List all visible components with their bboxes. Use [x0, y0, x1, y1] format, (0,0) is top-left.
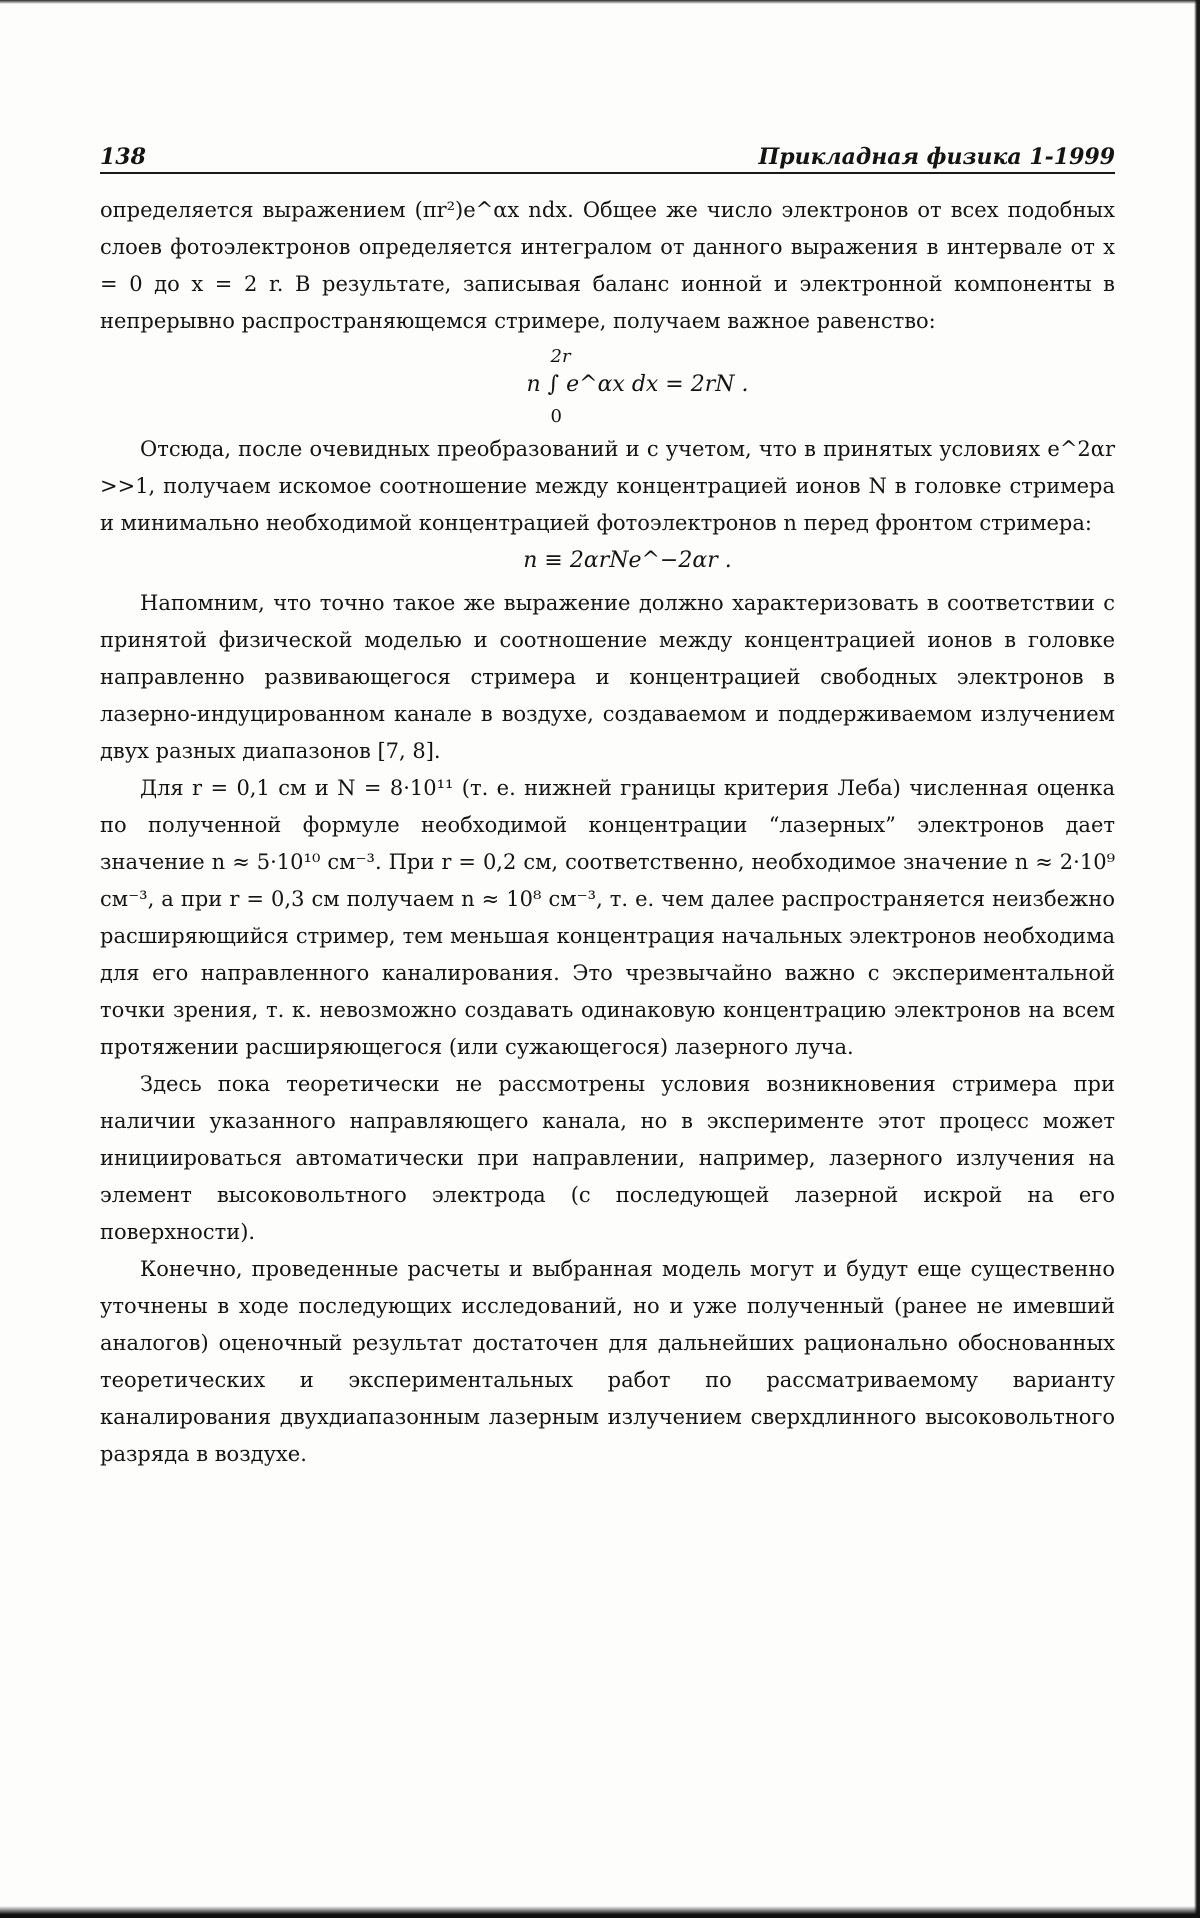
- integral-lower-limit: 0: [550, 406, 562, 427]
- integral-expression: [527, 344, 749, 425]
- scan-edge-top: [0, 0, 1200, 4]
- scan-edge-bottom: [0, 1906, 1200, 1918]
- paragraph-1: определяется выражением (πr²)e^αx ndx. Общее же число электронов от всех подобных слоев фотоэлектронов определяется интегралом от данного выражения в интервале от x = 0 до x = 2 r. В результате, записывая баланс ионной и электронной компоненты в непрерывно распространяющемся стримере, получаем важное равенство:: [100, 198, 1115, 333]
- paragraph-2: Отсюда, после очевидных преобразований и с учетом, что в принятых условиях e^2αr >>1, получаем искомое соотношение между концентрацией ионов N в головке стримера и минимально необходимой концентрацией фотоэлектронов n перед фронтом стримера:: [100, 437, 1115, 535]
- article-body: [100, 192, 1115, 1473]
- journal-title: Прикладная физика 1-1999: [758, 144, 1115, 170]
- integral-equation: [100, 344, 1115, 425]
- paragraph-4: Для r = 0,1 см и N = 8·10¹¹ (т. е. нижней границы критерия Леба) численная оценка по полученной формуле необходимой концентрации “лазерных” электронов дает значение n ≈ 5·10¹⁰ см⁻³. При r = 0,2 см, соответственно, необходимое значение n ≈ 2·10⁹ см⁻³, а при r = 0,3 см получаем n ≈ 10⁸ см⁻³, т. е. чем далее распространяется неизбежно расширяющийся стример, тем меньшая концентрация начальных электронов необходима для его направленного каналирования. Это чрезвычайно важно с экспериментальной точки зрения, т. к. невозможно создавать одинаковую концентрацию электронов на всем протяжении расширяющегося (или сужающегося) лазерного луча.: [100, 776, 1115, 1059]
- paragraph-3: Напомним, что точно такое же выражение должно характеризовать в соответствии с принятой физической моделью и соотношение между концентрацией ионов в головке направленно развивающегося стримера и концентрацией свободных электронов в лазерно-индуцированном канале в воздухе, создаваемом и поддерживаемом излучением двух разных диапазонов [7, 8].: [100, 591, 1115, 763]
- scan-edge-right: [1194, 0, 1200, 1918]
- paragraph-5: Здесь пока теоретически не рассмотрены условия возникновения стримера при наличии указанного направляющего канала, но в эксперименте этот процесс может инициироваться автоматически при направлении, например, лазерного излучения на элемент высоковольтного электрода (с последующей лазерной искрой на его поверхности).: [100, 1072, 1115, 1244]
- page: [100, 138, 1115, 1473]
- concentration-equation: n ≡ 2αrNe^−2αr .: [523, 548, 732, 573]
- running-header: [100, 138, 1115, 174]
- paragraph-6: Конечно, проведенные расчеты и выбранная модель могут и будут еще существенно уточнены в ходе последующих исследований, но и уже полученный (ранее не имевший аналогов) оценочный результат достаточен для дальнейших рационально обоснованных теоретических и экспериментальных работ по рассматриваемому варианту каналирования двухдиапазонным лазерным излучением сверхдлинного высоковольтного разряда в воздухе.: [100, 1257, 1115, 1466]
- integral-upper-limit: 2r: [550, 346, 571, 367]
- integral-formula: n ∫ e^αx dx = 2rN .: [526, 372, 749, 397]
- page-number: 138: [100, 144, 146, 170]
